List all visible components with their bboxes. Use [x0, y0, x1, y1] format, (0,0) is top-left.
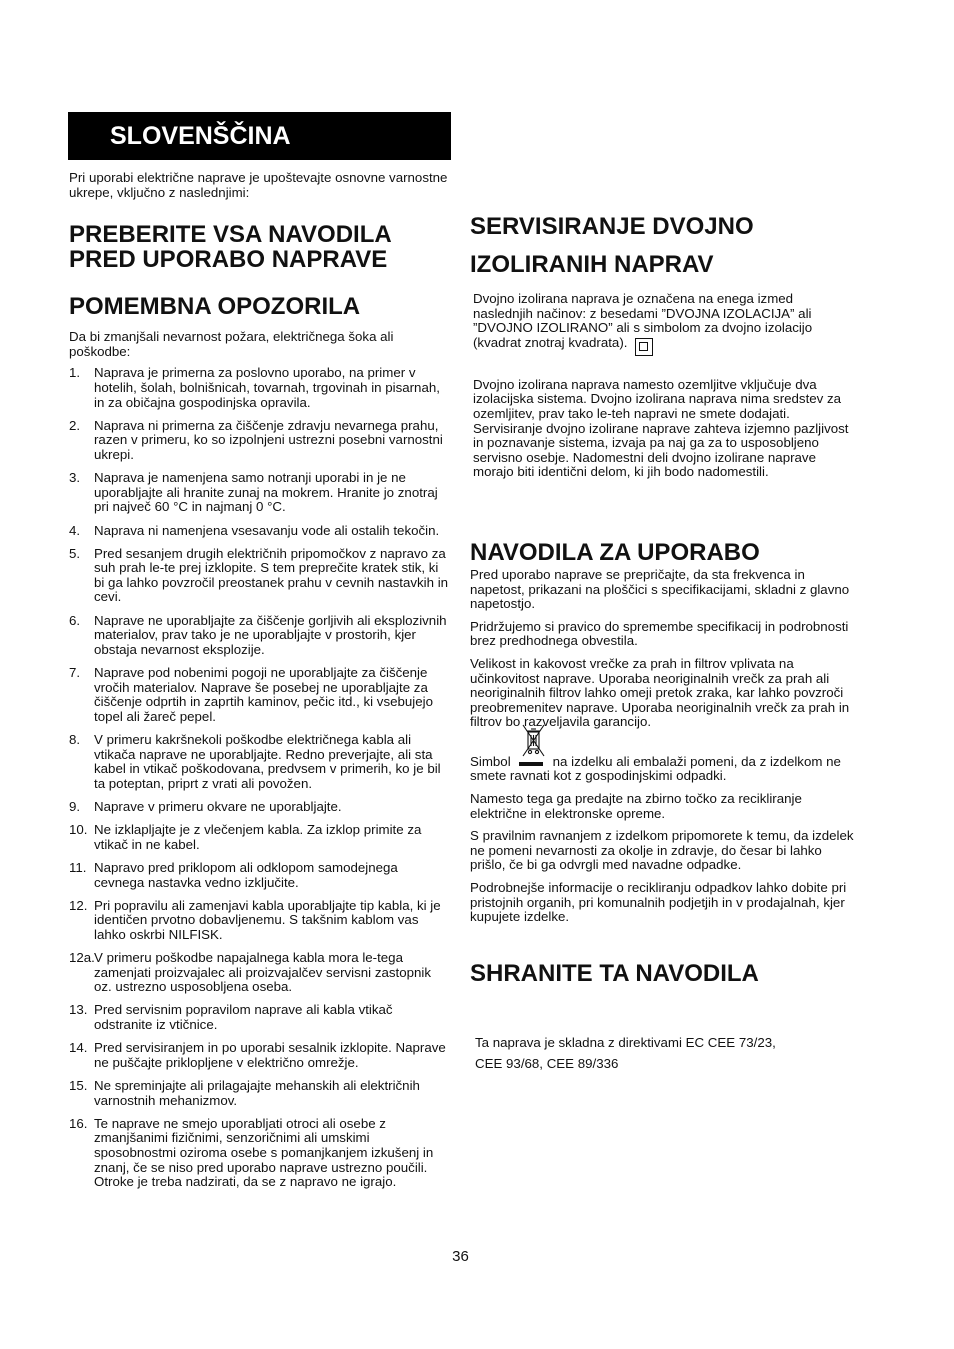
item-number: 5.	[69, 545, 81, 561]
crossed-out-bin-icon	[515, 752, 549, 766]
usage-paragraph-4: Namesto tega ga predajte na zbirno točko za recikliranje električne in elektronske opreme.	[470, 791, 802, 821]
item-number: 13.	[69, 1002, 88, 1018]
usage-paragraph-2: Pridržujemo si pravico do spremembe specifikacij in podrobnosti brez predhodnega obvestila.	[470, 618, 849, 649]
item-text: Naprava ni primerna za čiščenje zdravju nevarnega prahu, razen v primeru, ko so izpolnjeni ustrezni posebni varnostni ukrepi.	[94, 417, 443, 462]
list-item	[69, 1117, 451, 1190]
page-number: 36	[452, 1248, 469, 1265]
list-item	[69, 1041, 451, 1070]
service-heading-line-1: SERVISIRANJE DVOJNO	[470, 213, 754, 240]
item-text: Te naprave ne smejo uporabljati otroci ali osebe z zmanjšanimi fizičnimi, senzoričnimi ali umskimi sposobnostmi oziroma osebe s pomanjkanjem izkušenj in znanj, če se niso pred uporabo naprave ustrezno poučili. Otroke je treba nadzirati, da se z napravo ne igrajo.	[94, 1115, 434, 1190]
item-text: Pri popravilu ali zamenjavi kabla uporabljajte tip kabla, ki je identičen prvotno dobavljenemu. S takšnim kablom vas lahko oskrbi NILFISK.	[94, 897, 441, 942]
list-item	[69, 823, 451, 852]
item-text: Naprave ne uporabljajte za čiščenje gorljivih ali eksplozivnih materialov, prav tako je ne uporabljajte v prostorih, kjer obstaja nevarnost eksplozije.	[94, 612, 447, 657]
usage-heading: NAVODILA ZA UPORABO	[470, 538, 760, 566]
item-text: Naprava ni namenjena vsesavanju vode ali ostalih tekočin.	[94, 522, 440, 538]
item-number: 11.	[69, 859, 87, 875]
list-item	[69, 366, 451, 410]
list-item	[69, 951, 451, 995]
item-number: 2.	[69, 417, 81, 433]
item-number: 1.	[69, 365, 81, 381]
item-number: 3.	[69, 470, 81, 486]
warnings-heading: POMEMBNA OPOZORILA	[69, 293, 361, 321]
list-item	[69, 1079, 451, 1108]
item-text: Napravo pred priklopom ali odklopom samodejnega cevnega nastavka vedno izključite.	[94, 859, 398, 890]
item-text: Naprave v primeru okvare ne uporabljajte.	[94, 798, 342, 814]
item-text: Pred servisiranjem in po uporabi sesalnik izklopite. Naprave ne puščajte priklopljene v električno omrežje.	[94, 1040, 446, 1070]
item-text: Pred sesanjem drugih električnih pripomočkov z napravo za suh prah le-te prej izklopite. S tem preprečite kratek stik, ki bi ga lahko povzročil preostanek prahu v cevnih nastavkih in cevi.	[94, 545, 449, 605]
usage-paragraph-5: S pravilnim ravnanjem z izdelkom pripomorete k temu, da izdelek ne pomeni nevarnosti za okolje in zdravje, do česar bi lahko prišlo, če bi ga odvrgli med navadne odpadke.	[470, 828, 854, 873]
list-item	[69, 614, 451, 658]
read-heading-line-2: PRED UPORABO NAPRAVE	[69, 246, 388, 274]
directive-line-2: CEE 93/68, CEE 89/336	[475, 1055, 619, 1071]
service-heading	[470, 208, 855, 284]
keep-instructions-heading: SHRANITE TA NAVODILA	[470, 959, 759, 987]
warnings-list	[69, 366, 451, 1189]
service-heading-line-2: IZOLIRANIH NAPRAV	[470, 251, 714, 278]
item-number: 7.	[69, 665, 81, 681]
directive-line-1: Ta naprava je skladna z direktivami EC CEE 73/23,	[475, 1034, 776, 1050]
item-number: 8.	[69, 732, 81, 747]
double-insulation-symbol-icon	[635, 338, 653, 356]
item-number: 12.	[69, 897, 88, 913]
item-number: 16.	[69, 1115, 88, 1131]
service-paragraph-2: Dvojno izolirana naprava namesto ozemljitve vključuje dva izolacijska sistema. Dvojno izolirana naprava nima sredstev za ozemljitev, prav tako le-teh napravi ne smete dodajati. Servisiranje dvojno izolirane naprave zahteva izjemno pazljivost in poznavanje sistema, izvaja pa naj ga za to usposobljeno servisno osebje. Nadomestni deli dvojno izolirane naprave morajo biti identični delom, ki jih bodo nadomestili.	[473, 376, 849, 480]
usage-paragraph-3: Velikost in kakovost vrečke za prah in filtrov vplivata na učinkovitost naprave. Uporaba neoriginalnih vrečk za prah ali neoriginalnih filtrov lahko omeji pretok zraka, kar lahko povzroči preobremenitev naprave. Uporaba neoriginalnih vrečk za prah in filtrov bo razveljavila garancijo.	[470, 655, 850, 730]
list-item	[69, 899, 451, 943]
item-number: 10.	[69, 822, 88, 838]
item-text: V primeru poškodbe napajalnega kabla mora le-tega zamenjati proizvajalec ali proizvajalčev servisni zastopnik oz. ustrezno usposobljena oseba.	[94, 950, 431, 995]
item-text: Naprava je namenjena samo notranji uporabi in je ne uporabljajte ali hranite zunaj na mokrem. Hranite jo znotraj pri največ 60 °C in najmanj 0 °C.	[94, 470, 438, 515]
symbol-paragraph	[470, 752, 855, 784]
item-text: V primeru kakršnekoli poškodbe električnega kabla ali vtikača naprave ne uporabljajte. Redno preverjajte, ali sta kabel in vtikač poškodovana, predvsem v primerih, ko je bil ta poteptan, priprt z vrati ali povožen.	[94, 732, 441, 791]
item-number: 15.	[69, 1078, 88, 1094]
item-number: 14.	[69, 1040, 88, 1056]
service-paragraph-1-text: Dvojno izolirana naprava je označena na enega izmed naslednjih načinov: z besedami ”DVOJNA IZOLACIJA” ali ”DVOJNO IZOLIRANO” ali s simbolom za dvojno izolacijo (kvadrat znotraj kvadrata).	[473, 291, 813, 350]
item-number: 4.	[69, 522, 81, 538]
service-paragraph-1	[470, 292, 855, 356]
list-item	[69, 524, 451, 539]
item-number: 12a.	[69, 950, 95, 966]
language-header: SLOVENŠČINA	[68, 112, 451, 160]
warnings-intro: Da bi zmanjšali nevarnost požara, električnega šoka ali poškodbe:	[69, 329, 394, 359]
right-column	[470, 210, 855, 1074]
item-text: Pred servisnim popravilom naprave ali kabla vtikač odstranite iz vtičnice.	[94, 1002, 393, 1033]
list-item	[69, 733, 451, 791]
intro-text: Pri uporabi električne naprave je upoštevajte osnovne varnostne ukrepe, vključno z naslednjimi:	[69, 170, 448, 200]
list-item	[69, 419, 451, 463]
item-text: Naprava je primerna za poslovno uporabo, na primer v hotelih, šolah, bolnišnicah, tovarnah, trgovinah in pisarnah, in za običajna gospodinjska opravila.	[94, 365, 440, 410]
list-item	[69, 471, 451, 515]
list-item	[69, 800, 451, 815]
usage-paragraph-1: Pred uporabo naprave se prepričajte, da sta frekvenca in napetost, prikazani na ploščici s specifikacijami, skladni z glavno napetostjo.	[470, 566, 850, 612]
usage-paragraph-6: Podrobnejše informacije o recikliranju odpadkov lahko dobite pri pristojnih organih, pri komunalnih podjetjih in v prodajalnah, kjer kupujete izdelke.	[470, 880, 847, 925]
directive-text	[470, 1032, 855, 1074]
symbol-label: Simbol	[470, 753, 511, 769]
item-number: 9.	[69, 798, 81, 814]
read-heading-line-1: PREBERITE VSA NAVODILA	[69, 221, 392, 249]
left-column	[69, 171, 451, 1198]
list-item	[69, 547, 451, 605]
item-text: Naprave pod nobenimi pogoji ne uporabljajte za čiščenje vročih materialov. Naprave še posebej ne uporabljajte za čiščenje odprtih in zaprtih kaminov, pečic itd., ki vsebujejo topel ali žareč pepel.	[94, 665, 433, 724]
item-text: Ne spreminjajte ali prilagajajte mehanskih ali električnih varnostnih mehanizmov.	[94, 1078, 420, 1108]
symbol-text: na izdelku ali embalaži pomeni, da z izdelkom ne smete ravnati kot z gospodinjskimi odpadki.	[470, 753, 841, 784]
list-item	[69, 666, 451, 724]
item-text: Ne izklapljajte je z vlečenjem kabla. Za izklop primite za vtikač in ne kabel.	[94, 822, 422, 852]
item-number: 6.	[69, 612, 81, 628]
list-item	[69, 861, 451, 890]
list-item	[69, 1003, 451, 1032]
read-instructions-heading	[69, 222, 451, 272]
